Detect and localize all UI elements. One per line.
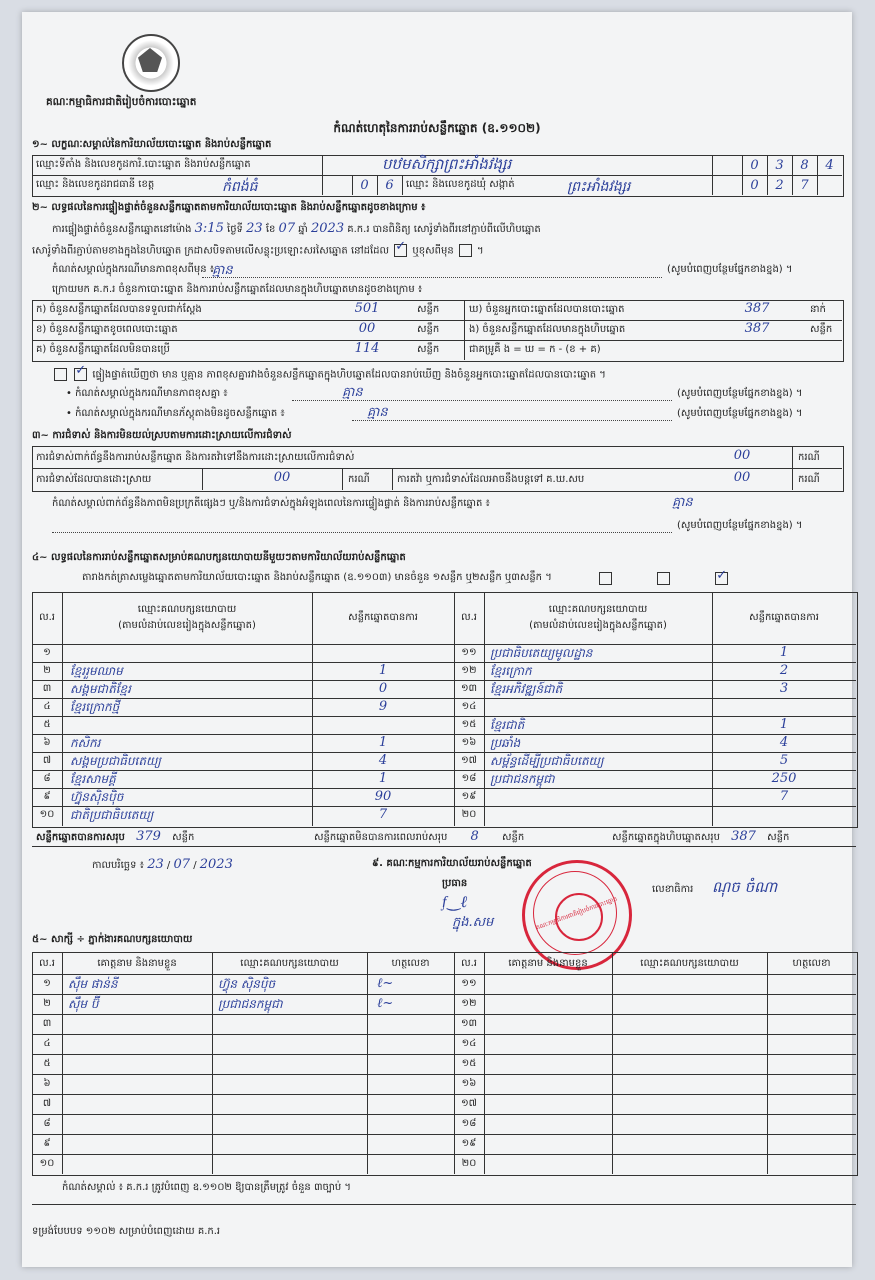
province-name: កំពង់ធំ bbox=[222, 179, 258, 195]
witness-row-no: ៦ bbox=[43, 1078, 51, 1089]
witness-row-no: ១២ bbox=[461, 998, 477, 1009]
verify-time: 3:15 bbox=[194, 221, 224, 236]
witness-row-no: ១០ bbox=[39, 1158, 55, 1169]
committee-label: ៩. គណៈកម្មការការិយាល័យរាប់សន្លឹកឆ្នោត bbox=[372, 858, 532, 869]
witness-row-divider bbox=[32, 994, 856, 995]
section4-heading: ៤~ លទ្ធផលនៃការរាប់សន្លឹកឆ្នោតសម្រាប់គណបក្សនយោបាយនីមួយៗតាមការិយាល័យរាប់សន្លឹកឆ្នោត bbox=[32, 552, 406, 563]
party-name: ជាតិប្រជាធិបតេយ្យ bbox=[70, 808, 154, 822]
note1-label: កំណត់សម្គាល់ក្នុងករណីមានភាពខុសពីមុន ៖ bbox=[52, 264, 215, 275]
party-votes: 7 bbox=[378, 807, 388, 822]
section1-heading: ១~ លក្ខណៈសម្គាល់នៃការិយាល័យបោះឆ្នោត និងរាប់សន្លឹកឆ្នោត bbox=[32, 139, 272, 150]
witness-signature: ℓ~ bbox=[377, 996, 394, 1011]
party-name: ប្រជាជនកម្ពុជា bbox=[490, 772, 555, 786]
witness-row-no: ៧ bbox=[42, 1098, 52, 1109]
susp-label: • កំណត់សម្គាល់ក្នុងករណីមានភ័ស្ដុតាងមិនដូចសន្លឹកឆ្នោត ៖ bbox=[66, 408, 285, 419]
note1-hint: (សូមបំពេញបន្ថែមផ្នែកខាងខ្នង) ។ bbox=[667, 264, 793, 275]
results-row-no: ១៣ bbox=[460, 683, 478, 694]
station-code-4: 4 bbox=[825, 158, 834, 173]
objection-count: 00 bbox=[733, 448, 751, 463]
diff-yes-checkbox[interactable] bbox=[54, 368, 67, 381]
party-name: ខ្មែរក្រោក bbox=[490, 664, 532, 678]
footnote: កំណត់សម្គាល់ ៖ គ.ក.រ ត្រូវបំពេញ ឧ.១១០២ ឱ្យបានត្រឹមត្រូវ ចំនួន ៣ច្បាប់ ។ bbox=[62, 1182, 351, 1193]
results-row-no: ១៩ bbox=[461, 791, 477, 802]
form-title: កំណត់ហេតុនៃការរាប់សន្លឹកឆ្នោត (ឧ.១១០២) bbox=[333, 121, 541, 135]
chair-signature: ᶂ‿ℓ bbox=[442, 892, 468, 911]
witness-row-divider bbox=[32, 1154, 856, 1155]
chair-label: ប្រធាន bbox=[442, 878, 468, 889]
station-code-1: 0 bbox=[750, 158, 759, 173]
province-code-1: 0 bbox=[360, 178, 369, 193]
results-row-no: ៩ bbox=[43, 791, 51, 802]
witness-row-no: ៤ bbox=[43, 1038, 51, 1049]
results-row-no: ១២ bbox=[461, 665, 477, 676]
witness-row-no: ១៣ bbox=[460, 1018, 478, 1029]
invalid-total-value: 8 bbox=[470, 829, 479, 844]
party-votes: 5 bbox=[779, 753, 789, 768]
received-count: 501 bbox=[354, 301, 380, 316]
unchanged-checkbox[interactable] bbox=[394, 244, 407, 257]
chair-name: ក្នុង.សម bbox=[452, 915, 494, 930]
party-votes: 90 bbox=[374, 789, 392, 804]
forwarded-count: 00 bbox=[733, 470, 751, 485]
commune-code-1: 0 bbox=[750, 178, 759, 193]
party-votes: 1 bbox=[779, 645, 789, 660]
station-name: បឋមសិក្សាព្រះអាំងវង្សរ bbox=[382, 155, 512, 173]
results-row-no: ៥ bbox=[43, 719, 51, 730]
party-votes: 2 bbox=[779, 663, 789, 678]
witness-row-no: ១៧ bbox=[461, 1098, 477, 1109]
voters-count: 387 bbox=[744, 301, 770, 316]
witness-table bbox=[32, 952, 858, 1176]
witness-row-divider bbox=[32, 1034, 856, 1035]
party-votes: 4 bbox=[779, 735, 789, 750]
results-row-no: ១៥ bbox=[461, 719, 477, 730]
results-row-no: ៤ bbox=[43, 701, 51, 712]
results-row-no: ១ bbox=[43, 647, 51, 658]
official-stamp: គណៈកម្មាធិការជាតិរៀបចំការបោះឆ្នោត bbox=[522, 860, 632, 970]
form-sheet: គណៈកម្មាធិការជាតិរៀបចំការបោះឆ្នោត កំណត់ហេតុនៃការរាប់សន្លឹកឆ្នោត (ឧ.១១០២) ១~ លក្ខណៈសម្គាល់នៃការិយាល័យបោះឆ្នោត និងរាប់សន្លឹកឆ្នោត ឈ្មោះទីតាំង និងលេខកូដការិ.បោះឆ្នោត និងរាប់សន្លឹកឆ្នោត បឋមសិក្សាព្រះអាំងវង្សរ 0 3 8 4 ឈ្មោះ និងលេខកូដរាជធានី ខេត្ត កំពង់ធំ 0 6 ឈ្មោះ និងលេខកូដឃុំ សង្កាត់ ព្រះអាំងវង្សរ 0 2 7 ២~ លទ្ធផលនៃការផ្ទៀងផ្ទាត់ចំនួនសន្លឹកឆ្នោតតាមការិយាល័យបោះឆ្នោត និងរាប់សន្លឹកឆ្នោតដូចខាងក្រោម ៖ ការផ្ទៀងផ្ទាត់ចំនួនសន្លឹកឆ្នោតនៅម៉ោង 3:15 ថ្ងៃទី 23 ខែ 07 ឆ្នាំ 2023 គ.ក.រ បានពិនិត្យ សោរ៉ូទាំងពីរនៅភ្ជាប់ពីលើហិបឆ្នោត សោរ៉ូទាំងពីរភ្ជាប់តាមខាងក្នុងនៃហិបឆ្នោត ក្រដាសបិទតាមលើសន្លុះប្រឡោះសរសៃឆ្នោត នៅដដែល ✓ ឬខុសពីមុន ។ កំណត់សម្គាល់ក្នុងករណីមានភាពខុសពីមុន ៖ គ្មាន (សូមបំពេញបន្ថែមផ្នែកខាងខ្នង) ។ ក្រោយមក គ.ក.រ ចំនួនកាបោះឆ្នោត និងការរាប់សន្លឹកឆ្នោតដែលមានក្នុងហិបឆ្នោតមានដូចខាងក្រោម ៖ ក) ចំនួនសន្លឹកឆ្នោតដែលបានទទួលជាក់ស្ដែង 501 សន្លឹក ខ) ចំនួនសន្លឹកឆ្នោតខូចពេលបោះឆ្នោត 00 សន្លឹក គ) ចំនួនសន្លឹកឆ្នោតដែលមិនបានប្រើ 114 សន្លឹក ឃ) ចំនួនអ្នកបោះឆ្នោតដែលបានបោះឆ្នោត 387 នាក់ ង) ចំនួនសន្លឹកឆ្នោតដែលមានក្នុងហិបឆ្នោត 387 សន្លឹក ជាគម្រូគឺ ង = ឃ = ក - (ខ + គ) ✓ ផ្ទៀងផ្ទាត់ឃើញថា មាន ឬគ្មាន ភាពខុសគ្នារវាងចំនួនសន្លឹកឆ្នោតក្នុងហិបឆ្នោតដែលបានរាប់ឃើញ និងចំនួនអ្នកបោះឆ្នោតដែលបានបោះឆ្នោត ។ • កំណត់សម្គាល់ក្នុងករណីមានភាពខុសគ្នា ៖ គ្មាន (សូមបំពេញបន្ថែមផ្នែកខាងខ្នង) ។ • កំណត់សម្គាល់ក្នុងករណីមានភ័ស្ដុតាងមិនដូចសន្លឹកឆ្នោត ៖ គ្មាន (សូមបំពេញបន្ថែមផ្នែកខាងខ្នង) ។ ៣~ ការជំទាស់ និងការមិនយល់ស្របតាមការដោះស្រាយលើការជំទាស់ ការជំទាស់ពាក់ព័ន្ធនឹងការរាប់សន្លឹកឆ្នោត និងការតវ៉ាទៅនឹងការដោះស្រាយលើការជំទាស់ 00 ករណី ការជំទាស់ដែលបានដោះស្រាយ 00 ករណី ការតវ៉ា ឬការជំទាស់ដែលអាចនឹងបន្ដទៅ គ.ឃ.សប 00 ករណី កំណត់សម្គាល់ពាក់ព័ន្ធនឹងភាពមិនប្រក្រតីផ្សេងៗ ឬ/និងការជំទាស់ក្នុងអំឡុងពេលនៃការផ្ទៀងផ្ទាត់ និងការរាប់សន្លឹកឆ្នោត ៖ គ្មាន (សូមបំពេញបន្ថែមផ្នែកខាងខ្នង) ។ ៤~ លទ្ធផលនៃការរាប់សន្លឹកឆ្នោតសម្រាប់គណបក្សនយោបាយនីមួយៗតាមការិយាល័យរាប់សន្លឹកឆ្នោត តារាងកត់ត្រាសម្លេងឆ្នោតតាមការិយាល័យបោះឆ្នោត និងរាប់សន្លឹកឆ្នោត (ឧ.១១០៣) មានចំនួន ១សន្លឹក ឬ២សន្លឹក ឬ៣សន្លឹក ។ ✓ ល.រ ឈ្មោះគណបក្សនយោបាយ (តាមលំដាប់លេខរៀងក្នុងសន្លឹកឆ្នោត) សន្លឹកឆ្នោតបានការ ល.រ ឈ្មោះគណបក្សនយោបាយ (តាមលំដាប់លេខរៀងក្នុងសន្លឹកឆ្នោត) សន្លឹកឆ្នោតបានការ ១ ១១ ប្រជាធិបតេយ្យមូលដ្ឋាន 1 ២ ខ្មែររួមឈាម 1 ១២ ខ្មែរក្រោក 2 ៣ សង្គមជាតិខ្មែរ 0 ១៣ ខ្មែរអភិវឌ្ឍន៍ជាតិ 3 ៤ ខ្មែរក្រោកថ្មី 9 ១៤ ៥ ១៥ ខ្មែរជាតិ 1 ៦ កសិករ 1 ១៦ ប្រឆាំង 4 ៧ សង្គមប្រជាធិបតេយ្យ 4 ១៧ សម្ព័ន្ធដើម្បីប្រជាធិបតេយ្យ 5 ៨ ខ្មែរសាមគ្គី 1 ១៨ ប្រជាជនកម្ពុជា 250 ៩ ហ្វ៊ុនស៊ិនប៉ិច 90 ១៩ 7 ១០ ជាតិប្រជាធិបតេយ្យ 7 ២០ សន្លឹកឆ្នោតបានការសរុប 379 សន្លឹក សន្លឹកឆ្នោតមិនបានការពេលរាប់សរុប 8 សន្លឹក សន្លឹកឆ្នោតក្នុងហិបឆ្នោតសរុប 387 សន្លឹក កាលបរិច្ឆេទ ៖ 23 / 07 / 2023 ៩. គណៈកម្មការការិយាល័យរាប់សន្លឹកឆ្នោត ប្រធាន ᶂ‿ℓ ក្នុង.សម លេខាធិការ ណុច ចំណា គណៈកម្មាធិការជាតិរៀបចំការបោះឆ្នោត ៥~ សាក្សី ÷ ភ្នាក់ងារគណបក្សនយោបាយ ល.រ គោត្តនាម និងនាមខ្លួន ឈ្មោះគណបក្សនយោបាយ ហត្ថលេខា ល.រ គោត្តនាម និងនាមខ្លួន ឈ្មោះគណបក្សនយោបាយ ហត្ថលេខា ១ ស៊ឹម ផាន់នី ហ៊្វុន ស៊ិនប៉ិច ℓ~ ១១ ២ ស៊ឹម ប៊ី ប្រជាជនកម្ពុជា ℓ~ ១២ ៣ ១៣ ៤ ១៤ ៥ ១៥ ៦ ១៦ ៧ ១៧ ៨ ១៨ ៩ ១៩ ១០ ២០ កំណត់សម្គាល់ ៖ គ.ក.រ ត្រូវបំពេញ ឧ.១១០២ ឱ្យបានត្រឹមត្រូវ ចំនួន ៣ច្បាប់ ។ ទម្រង់បែបបទ ១១០២ សម្រាប់បំពេញដោយ គ.ក.រ bbox=[22, 12, 852, 1267]
witness-row-no: ២ bbox=[43, 998, 51, 1009]
party-name: សម្ព័ន្ធដើម្បីប្រជាធិបតេយ្យ bbox=[490, 754, 604, 768]
party-votes: 9 bbox=[378, 699, 388, 714]
witness-row-no: ១៦ bbox=[461, 1078, 477, 1089]
section2-heading: ២~ លទ្ធផលនៃការផ្ទៀងផ្ទាត់ចំនួនសន្លឹកឆ្នោតតាមការិយាល័យបោះឆ្នោត និងរាប់សន្លឹកឆ្នោតដូចខាងក្រោម ៖ bbox=[32, 202, 426, 213]
party-name: ខ្មែរជាតិ bbox=[490, 718, 525, 732]
party-name: សង្គមជាតិខ្មែរ bbox=[70, 682, 131, 696]
results-row-no: ១១ bbox=[461, 647, 477, 658]
results-row-no: ១៦ bbox=[461, 737, 477, 748]
party-name: ខ្មែររួមឈាម bbox=[70, 664, 123, 678]
witness-signature: ℓ~ bbox=[377, 976, 394, 991]
spoiled-count: 00 bbox=[358, 321, 376, 336]
witness-row-no: ១១ bbox=[461, 978, 477, 989]
party-votes: 1 bbox=[378, 735, 388, 750]
results-row-no: ១៧ bbox=[461, 755, 477, 766]
party-votes: 250 bbox=[771, 771, 797, 786]
org-name: គណៈកម្មាធិការជាតិរៀបចំការបោះឆ្នោត bbox=[46, 96, 197, 108]
results-row-no: ៣ bbox=[42, 683, 52, 694]
box-total-value: 387 bbox=[731, 829, 756, 844]
witness-party: ប្រជាជនកម្ពុជា bbox=[218, 997, 283, 1011]
witness-party: ហ៊្វុន ស៊ិនប៉ិច bbox=[218, 977, 276, 991]
witness-row-no: ២០ bbox=[461, 1158, 477, 1169]
date-year: 2023 bbox=[199, 857, 233, 872]
verify-month: 07 bbox=[278, 221, 296, 236]
party-name: ខ្មែរអភិវឌ្ឍន៍ជាតិ bbox=[490, 682, 563, 696]
results-row-no: ៦ bbox=[43, 737, 51, 748]
three-sheet-checkbox[interactable] bbox=[715, 572, 728, 585]
irregularity-value: គ្មាន bbox=[672, 495, 693, 510]
party-name: ខ្មែរសាមគ្គី bbox=[70, 772, 116, 786]
valid-total-value: 379 bbox=[136, 829, 161, 844]
nec-logo bbox=[122, 34, 180, 92]
witness-name: ស៊ឹម ប៊ី bbox=[68, 997, 99, 1011]
unused-count: 114 bbox=[354, 341, 380, 356]
diff-no-checkbox[interactable] bbox=[74, 368, 87, 381]
witness-row-no: ១ bbox=[43, 978, 51, 989]
station-label: ឈ្មោះទីតាំង និងលេខកូដការិ.បោះឆ្នោត និងរាប់សន្លឹកឆ្នោត bbox=[36, 159, 251, 170]
count-intro: ក្រោយមក គ.ក.រ ចំនួនកាបោះឆ្នោត និងការរាប់សន្លឹកឆ្នោតដែលមានក្នុងហិបឆ្នោតមានដូចខាងក្រោម ៖ bbox=[52, 284, 423, 295]
note1-value: គ្មាន bbox=[212, 263, 233, 278]
box-total: សន្លឹកឆ្នោតក្នុងហិបឆ្នោតសរុប 387 សន្លឹក bbox=[612, 829, 790, 844]
party-votes: 1 bbox=[378, 663, 388, 678]
tally-checkboxes bbox=[597, 568, 730, 587]
witness-row-divider bbox=[32, 1074, 856, 1075]
results-row-no: ៧ bbox=[42, 755, 52, 766]
province-label: ឈ្មោះ និងលេខកូដរាជធានី ខេត្ត bbox=[36, 179, 155, 190]
party-name: ប្រជាធិបតេយ្យមូលដ្ឋាន bbox=[490, 646, 593, 660]
verify-day: 23 bbox=[246, 221, 263, 236]
seal-line: សោរ៉ូទាំងពីរភ្ជាប់តាមខាងក្នុងនៃហិបឆ្នោត ក្រដាសបិទតាមលើសន្លុះប្រឡោះសរសៃឆ្នោត នៅដដែល ✓ ឬខុសពីមុន ។ bbox=[32, 244, 484, 257]
irregularity-label: កំណត់សម្គាល់ពាក់ព័ន្ធនឹងភាពមិនប្រក្រតីផ្សេងៗ ឬ/និងការជំទាស់ក្នុងអំឡុងពេលនៃការផ្ទៀងផ្ទាត់ និងការរាប់សន្លឹកឆ្នោត ៖ bbox=[52, 498, 490, 509]
witness-row-no: ៩ bbox=[43, 1138, 51, 1149]
one-sheet-checkbox[interactable] bbox=[599, 572, 612, 585]
results-row-no: ១៨ bbox=[461, 773, 477, 784]
party-votes: 7 bbox=[779, 789, 789, 804]
susp-value: គ្មាន bbox=[367, 405, 388, 420]
results-row-no: ២០ bbox=[461, 809, 477, 820]
diff-label: • កំណត់សម្គាល់ក្នុងករណីមានភាពខុសគ្នា ៖ bbox=[66, 388, 228, 399]
party-name: ប្រឆាំង bbox=[490, 736, 521, 750]
province-code-2: 6 bbox=[385, 178, 394, 193]
party-name: ខ្មែរក្រោកថ្មី bbox=[70, 700, 120, 714]
two-sheet-checkbox[interactable] bbox=[657, 572, 670, 585]
formula: ជាគម្រូគឺ ង = ឃ = ក - (ខ + គ) bbox=[469, 344, 601, 355]
invalid-total: សន្លឹកឆ្នោតមិនបានការពេលរាប់សរុប 8 សន្លឹក bbox=[314, 829, 525, 844]
commune-code-2: 2 bbox=[775, 178, 784, 193]
witness-row-no: ៥ bbox=[43, 1058, 51, 1069]
results-row-no: ១៤ bbox=[461, 701, 477, 712]
date-day: 23 bbox=[147, 857, 164, 872]
witness-row-no: ៣ bbox=[42, 1018, 52, 1029]
party-votes: 1 bbox=[378, 771, 388, 786]
results-row-no: ៨ bbox=[43, 773, 51, 784]
diff-value: គ្មាន bbox=[342, 385, 363, 400]
commune-name: ព្រះអាំងវង្សរ bbox=[567, 179, 631, 195]
party-votes: 0 bbox=[378, 681, 388, 696]
section3-heading: ៣~ ការជំទាស់ និងការមិនយល់ស្របតាមការដោះស្រាយលើការជំទាស់ bbox=[32, 430, 292, 441]
verify-year: 2023 bbox=[311, 221, 345, 236]
valid-total: សន្លឹកឆ្នោតបានការសរុប 379 សន្លឹក bbox=[36, 829, 195, 844]
resolved-count: 00 bbox=[273, 470, 291, 485]
witness-row-divider bbox=[32, 1094, 856, 1095]
compare-line: ✓ ផ្ទៀងផ្ទាត់ឃើញថា មាន ឬគ្មាន ភាពខុសគ្នារវាងចំនួនសន្លឹកឆ្នោតក្នុងហិបឆ្នោតដែលបានរាប់ឃើញ និងចំនួនអ្នកបោះឆ្នោតដែលបានបោះឆ្នោត ។ bbox=[52, 368, 606, 381]
commune-label: ឈ្មោះ និងលេខកូដឃុំ សង្កាត់ bbox=[406, 179, 515, 190]
station-code-2: 3 bbox=[775, 158, 784, 173]
station-code-3: 8 bbox=[800, 158, 809, 173]
box-count: 387 bbox=[744, 321, 770, 336]
witness-row-no: ៨ bbox=[43, 1118, 51, 1129]
form-note: ទម្រង់បែបបទ ១១០២ សម្រាប់បំពេញដោយ គ.ក.រ bbox=[32, 1226, 221, 1237]
witness-row-no: ១៩ bbox=[461, 1138, 477, 1149]
results-row-no: ១០ bbox=[39, 809, 55, 820]
witness-row-no: ១៤ bbox=[461, 1038, 477, 1049]
tally-intro: តារាងកត់ត្រាសម្លេងឆ្នោតតាមការិយាល័យបោះឆ្នោត និងរាប់សន្លឹកឆ្នោត (ឧ.១១០៣) មានចំនួន ១សន្លឹក ឬ២សន្លឹក ឬ៣សន្លឹក ។ bbox=[82, 572, 552, 583]
party-name: សង្គមប្រជាធិបតេយ្យ bbox=[70, 754, 161, 768]
party-votes: 4 bbox=[378, 753, 388, 768]
date-line: កាលបរិច្ឆេទ ៖ 23 / 07 / 2023 bbox=[92, 857, 233, 872]
verify-line: ការផ្ទៀងផ្ទាត់ចំនួនសន្លឹកឆ្នោតនៅម៉ោង 3:15 ថ្ងៃទី 23 ខែ 07 ឆ្នាំ 2023 គ.ក.រ បានពិនិត្យ សោរ៉ូទាំងពីរនៅភ្ជាប់ពីលើហិបឆ្នោត bbox=[52, 221, 541, 236]
secretary-label: លេខាធិការ bbox=[652, 884, 694, 895]
witness-row-no: ១៥ bbox=[461, 1058, 477, 1069]
party-votes: 3 bbox=[779, 681, 789, 696]
party-name: ហ្វ៊ុនស៊ិនប៉ិច bbox=[70, 790, 124, 804]
changed-checkbox[interactable] bbox=[459, 244, 472, 257]
witness-row-divider bbox=[32, 1014, 856, 1015]
witness-name: ស៊ឹម ផាន់នី bbox=[68, 977, 118, 991]
witness-row-divider bbox=[32, 1114, 856, 1115]
commune-code-3: 7 bbox=[800, 178, 809, 193]
results-row-no: ២ bbox=[43, 665, 51, 676]
section5-heading: ៥~ សាក្សី ÷ ភ្នាក់ងារគណបក្សនយោបាយ bbox=[32, 934, 193, 945]
date-month: 07 bbox=[173, 857, 191, 872]
party-name: កសិករ bbox=[70, 736, 101, 750]
witness-row-divider bbox=[32, 1134, 856, 1135]
witness-row-divider bbox=[32, 1054, 856, 1055]
witness-row-no: ១៨ bbox=[461, 1118, 477, 1129]
secretary-name: ណុច ចំណា bbox=[712, 878, 778, 896]
party-votes: 1 bbox=[779, 717, 789, 732]
